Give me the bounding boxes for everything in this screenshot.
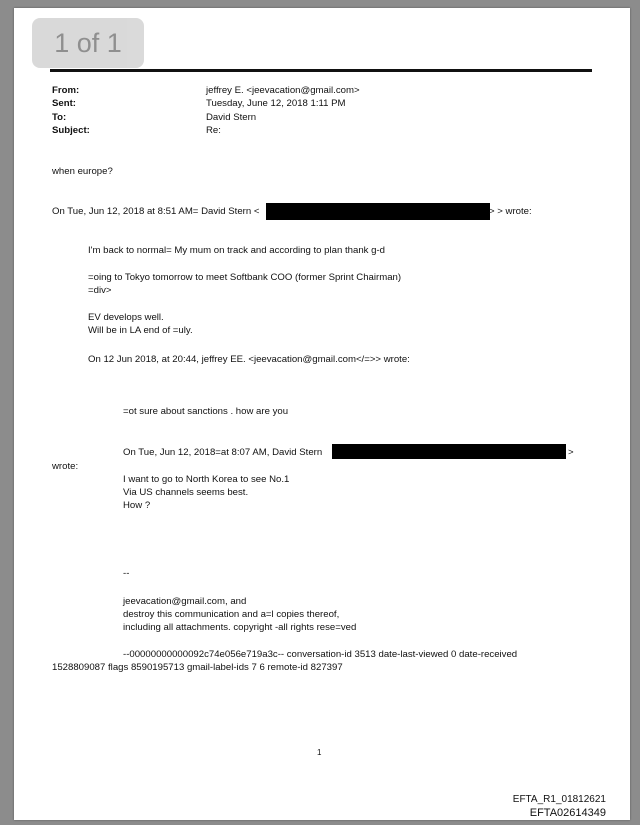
subject-label: Subject: — [52, 125, 90, 136]
quote1-line: EV develops well. — [88, 312, 164, 323]
quote3-intro-end: > — [568, 447, 574, 458]
signature-line: jeevacation@gmail.com, and — [123, 596, 247, 607]
signature-line: destroy this communication and a=l copies thereof, — [123, 609, 340, 620]
page-indicator: 1 of 1 — [32, 18, 144, 68]
quote3-intro: On Tue, Jun 12, 2018=at 8:07 AM, David Stern — [123, 447, 323, 458]
metadata-line: 1528809087 flags 8590195713 gmail-label-ids 7 6 remote-id 827397 — [52, 662, 343, 673]
sent-label: Sent: — [52, 98, 76, 109]
sent-value: Tuesday, June 12, 2018 1:11 PM — [206, 98, 346, 109]
signature-dash: -- — [123, 568, 130, 579]
quote2-intro: On 12 Jun 2018, at 20:44, jeffrey EE. <jeevacation@gmail.com</=>> wrote: — [88, 354, 410, 365]
doc-id-primary: EFTA_R1_01812621 — [512, 794, 606, 805]
document-page — [14, 8, 630, 820]
page-number: 1 — [317, 748, 322, 757]
from-label: From: — [52, 85, 80, 96]
quote3-line: I want to go to North Korea to see No.1 — [123, 474, 290, 485]
quote3-line: Via US channels seems best. — [123, 487, 249, 498]
quote1-line: Will be in LA end of =uly. — [88, 325, 193, 336]
metadata-line: --00000000000092c74e056e719a3c-- conversation-id 3513 date-last-viewed 0 date-received — [123, 649, 518, 660]
quote1-intro-end: > > wrote: — [489, 206, 532, 217]
quote1-line: I'm back to normal= My mum on track and according to plan thank g-d — [88, 245, 385, 256]
header-rule — [50, 69, 592, 72]
quote1-intro: On Tue, Jun 12, 2018 at 8:51 AM= David Stern < — [52, 206, 260, 217]
to-label: To: — [52, 112, 67, 123]
quote1-line: =oing to Tokyo tomorrow to meet Softbank COO (former Sprint Chairman) — [88, 272, 402, 283]
quote2-line: =ot sure about sanctions . how are you — [123, 406, 289, 417]
quote1-line: =div> — [88, 285, 112, 296]
redaction-box — [332, 444, 566, 459]
subject-value: Re: — [206, 125, 221, 136]
redaction-box — [266, 203, 490, 220]
signature-line: including all attachments. copyright -all rights rese=ved — [123, 622, 357, 633]
to-value: David Stern — [206, 112, 257, 123]
from-value: jeffrey E. <jeevacation@gmail.com> — [206, 85, 360, 96]
quote3-line: How ? — [123, 500, 151, 511]
reply-text: when europe? — [52, 166, 113, 177]
quote3-wrote: wrote: — [52, 461, 79, 472]
doc-id-secondary: EFTA02614349 — [529, 807, 606, 819]
